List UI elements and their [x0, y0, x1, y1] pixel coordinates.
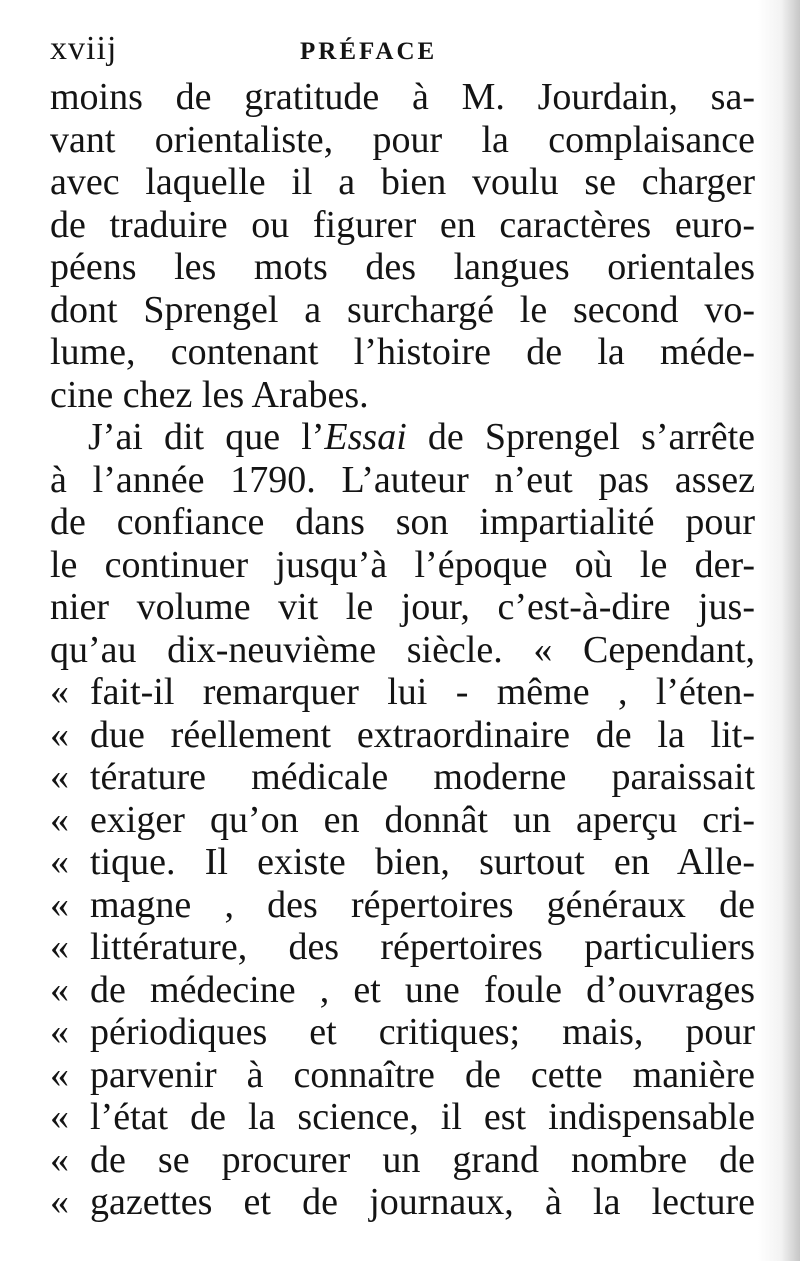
text-line: nier volume vit le jour, c’est-à-dire jus- — [50, 586, 755, 628]
quote-line — [50, 884, 755, 927]
text-segment: J’ai dit que l’ — [88, 416, 325, 458]
quote-text: périodiques et critiques; mais, pour — [90, 1011, 755, 1053]
quote-line — [50, 714, 755, 757]
page-header — [50, 30, 755, 76]
quote-text: de médecine , et une foule d’ouvrages — [90, 968, 755, 1011]
quote-text: térature médicale moderne paraissait — [90, 756, 755, 798]
quote-text: due réellement extraordinaire de la lit- — [90, 713, 755, 756]
quote-mark: « — [50, 1181, 69, 1223]
quote-mark: « — [50, 713, 69, 756]
quote-text: magne , des répertoires généraux de — [90, 883, 755, 926]
quote-text: exiger qu’on en donnât un aperçu cri- — [90, 798, 755, 841]
text-line: à l’année 1790. L’auteur n’eut pas assez — [50, 458, 755, 501]
text-line: vant orientaliste, pour la complaisance — [50, 118, 755, 161]
quote-line — [50, 671, 755, 714]
quote-mark: « — [50, 1096, 69, 1138]
quote-line — [50, 1011, 755, 1054]
quote-text: littérature, des répertoires particuliers — [90, 926, 755, 968]
text-line: lume, contenant l’histoire de la méde- — [50, 331, 755, 373]
quote-line — [50, 756, 755, 799]
text-line: cine chez les Arabes. — [50, 373, 369, 416]
quote-mark: « — [50, 671, 69, 713]
text-segment: de Sprengel s’arrête — [406, 416, 755, 458]
quote-line — [50, 1096, 755, 1139]
quote-text: tique. Il existe bien, surtout en Alle- — [90, 841, 755, 883]
quote-mark: « — [50, 1011, 69, 1053]
quote-text: gazettes et de journaux, à la lecture — [90, 1181, 755, 1223]
quote-mark: « — [50, 756, 69, 798]
page-edge-shadow — [758, 0, 800, 1261]
quote-line — [50, 799, 755, 842]
page-number: xviij — [50, 30, 118, 67]
italic-title: Essai — [324, 416, 407, 458]
quote-mark: « — [50, 798, 69, 841]
quote-line — [50, 841, 755, 884]
quote-line — [50, 1181, 755, 1224]
text-line: qu’au dix-neuvième siècle. « Cependant, — [50, 628, 755, 671]
quote-text: l’état de la science, il est indispensable — [90, 1096, 755, 1138]
quote-line — [50, 1139, 755, 1182]
quote-line — [50, 926, 755, 969]
running-title: PRÉFACE — [300, 38, 438, 65]
text-line: avec laquelle il a bien voulu se charger — [50, 161, 755, 203]
text-line: péens les mots des langues orientales — [50, 246, 755, 288]
quote-mark: « — [50, 1053, 69, 1096]
quote-mark: « — [50, 1138, 69, 1181]
quote-text: parvenir à connaître de cette manière — [90, 1053, 755, 1096]
quote-mark: « — [50, 883, 69, 926]
quote-text: fait-il remarquer lui - même , l’éten- — [90, 671, 755, 713]
quote-text: de se procurer un grand nombre de — [90, 1138, 755, 1181]
paragraph-first-line — [50, 416, 755, 459]
quote-line — [50, 969, 755, 1012]
text-line: dont Sprengel a surchargé le second vo- — [50, 288, 755, 331]
quote-mark: « — [50, 841, 69, 883]
body-text — [50, 76, 755, 1224]
quote-mark: « — [50, 926, 69, 968]
text-line: de traduire ou figurer en caractères euro- — [50, 203, 755, 246]
text-line: le continuer jusqu’à l’époque où le der- — [50, 543, 755, 586]
quote-mark: « — [50, 968, 69, 1011]
text-line: de confiance dans son impartialité pour — [50, 501, 755, 543]
text-line: moins de gratitude à M. Jourdain, sa- — [50, 76, 755, 118]
quote-line — [50, 1054, 755, 1097]
